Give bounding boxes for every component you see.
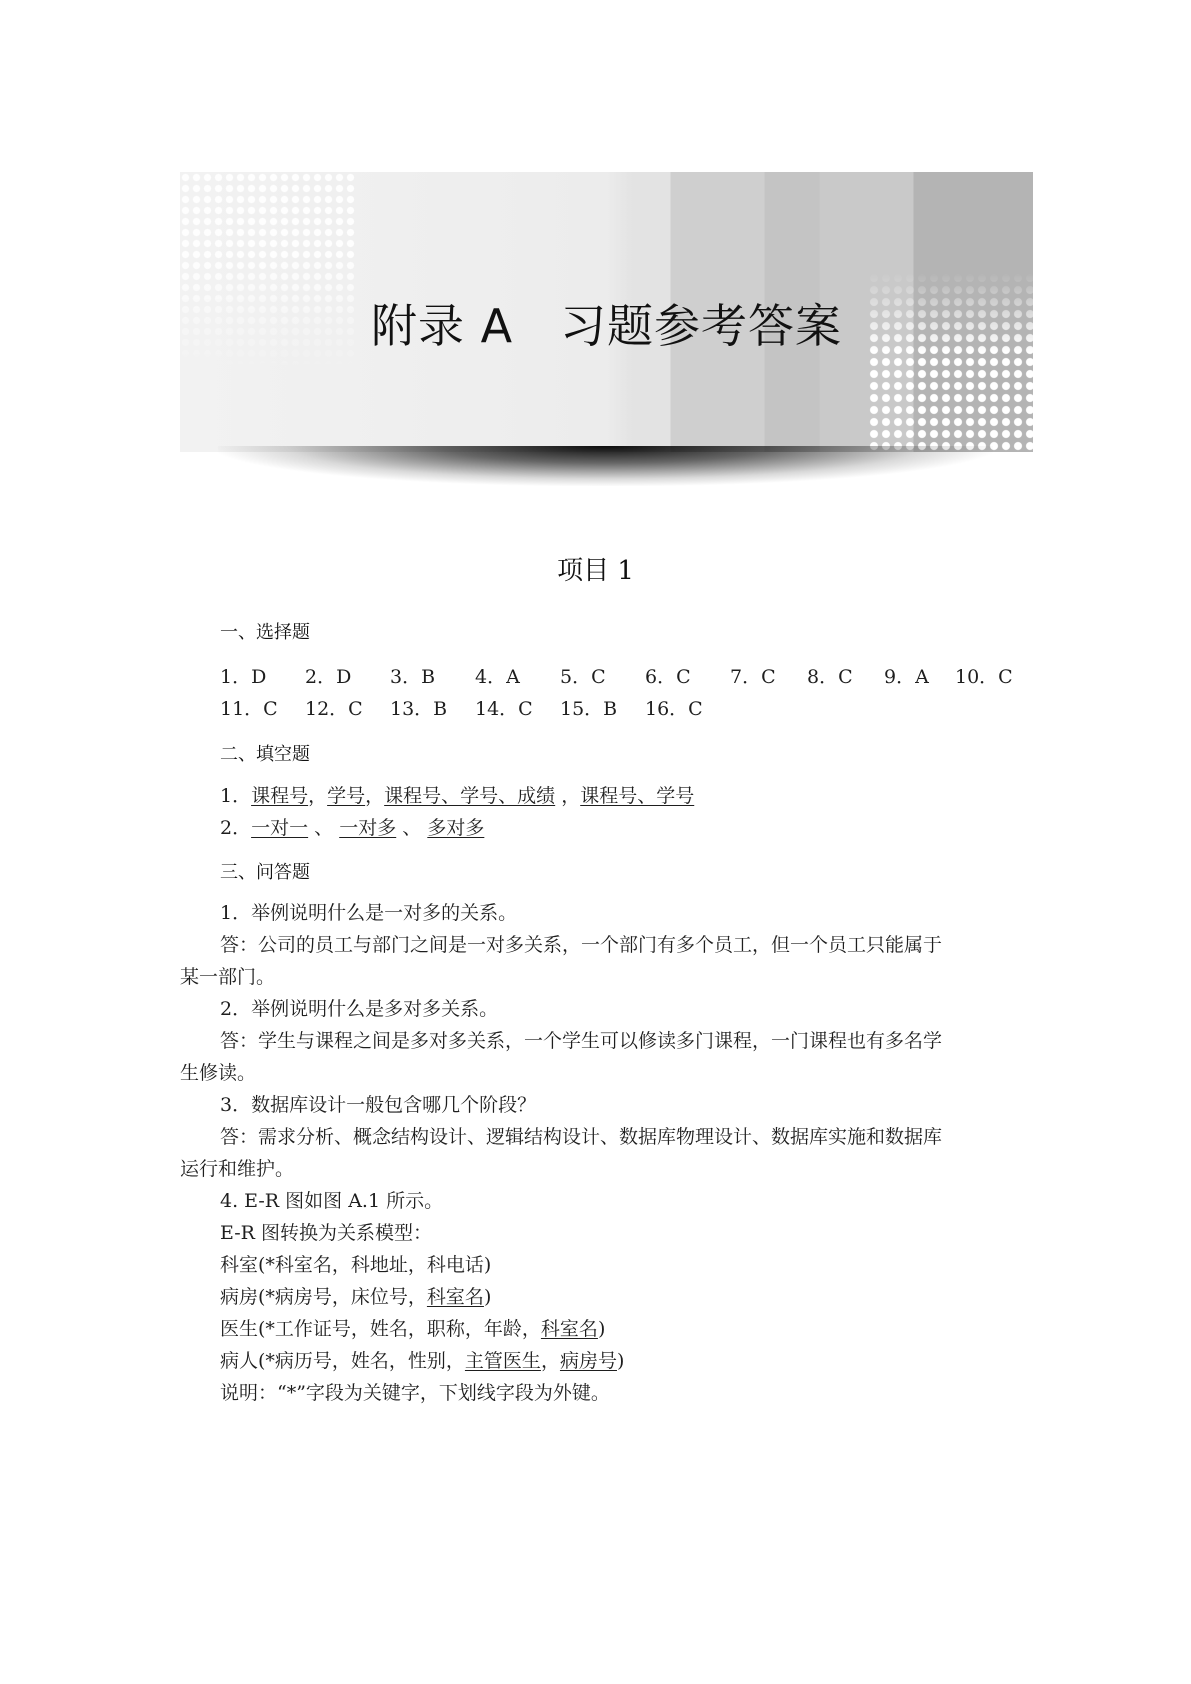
relation-department: 科室(*科室名，科地址，科电话) <box>220 1254 492 1276</box>
blank-answer: 一对多 <box>339 817 397 839</box>
answer-number: 2． <box>220 817 252 839</box>
relation-close: ) <box>597 1318 606 1340</box>
answer-2-line-1: 答：学生与课程之间是多对多关系，一个学生可以修读多门课程，一门课程也有多名学 <box>220 1030 943 1052</box>
relation-model-intro: E-R 图转换为关系模型： <box>220 1222 432 1244</box>
chapter-title: 附录 A 习题参考答案 <box>370 299 843 353</box>
choice-answer: 16．C <box>645 698 703 720</box>
relation-doctor <box>220 1313 605 1345</box>
answer-1-line-1: 答：公司的员工与部门之间是一对多关系，一个部门有多个员工，但一个员工只能属于 <box>220 934 943 956</box>
relation-note: 说明：“*”字段为关键字，下划线字段为外键。 <box>220 1382 610 1404</box>
answer-2-line-2: 生修读。 <box>180 1062 257 1084</box>
foreign-key: 病房号 <box>559 1350 617 1372</box>
separator: 、 <box>308 817 340 839</box>
choice-answer: 11．C <box>220 698 278 720</box>
answer-number: 1． <box>220 785 252 807</box>
separator: ， <box>555 785 581 807</box>
choice-answer: 7．C <box>730 666 776 688</box>
heading-multiple-choice: 一、选择题 <box>220 622 310 643</box>
choice-answer: 9．A <box>884 666 929 688</box>
choice-answer: 1．D <box>220 666 267 688</box>
blank-answer: 一对一 <box>251 817 309 839</box>
banner-shadow <box>218 446 993 486</box>
blank-answer: 课程号、学号 <box>580 785 695 807</box>
answer-1-line-2: 某一部门。 <box>180 966 276 988</box>
question-2: 2．举例说明什么是多对多关系。 <box>220 998 499 1020</box>
foreign-key: 主管医生 <box>464 1350 541 1372</box>
relation-fields: 病人(*病历号，姓名，性别， <box>220 1350 465 1372</box>
choice-answer: 15．B <box>560 698 618 720</box>
question-4: 4. E-R 图如图 A.1 所示。 <box>220 1190 444 1212</box>
answer-3-line-2: 运行和维护。 <box>180 1158 295 1180</box>
choice-answer: 10．C <box>955 666 1013 688</box>
choice-answer: 3．B <box>390 666 436 688</box>
choice-answer: 13．B <box>390 698 448 720</box>
blank-answer: 学号 <box>327 785 366 807</box>
chapter-banner <box>180 172 1033 452</box>
choice-answer: 4．A <box>475 666 520 688</box>
choice-answer: 14．C <box>475 698 533 720</box>
foreign-key: 科室名 <box>426 1286 484 1308</box>
question-3: 3．数据库设计一般包含哪几个阶段？ <box>220 1094 537 1116</box>
blank-answer: 课程号、学号、成绩 <box>384 785 556 807</box>
blank-answer: 课程号 <box>251 785 309 807</box>
blank-answer: 多对多 <box>427 817 485 839</box>
heading-fill-blank: 二、填空题 <box>220 744 310 765</box>
choice-answer: 8．C <box>807 666 853 688</box>
separator: ， <box>308 785 328 807</box>
question-1: 1．举例说明什么是一对多的关系。 <box>220 902 518 924</box>
choice-answer: 5．C <box>560 666 606 688</box>
fill-answer-2 <box>220 812 484 844</box>
separator: ， <box>365 785 385 807</box>
heading-questions: 三、问答题 <box>220 862 310 883</box>
relation-close: ) <box>483 1286 492 1308</box>
relation-close: ) <box>616 1350 625 1372</box>
section-title: 项目 1 <box>557 556 634 586</box>
separator: 、 <box>396 817 428 839</box>
relation-ward <box>220 1281 491 1313</box>
answer-3-line-1: 答：需求分析、概念结构设计、逻辑结构设计、数据库物理设计、数据库实施和数据库 <box>220 1126 943 1148</box>
relation-fields: 病房(*病房号，床位号， <box>220 1286 427 1308</box>
foreign-key: 科室名 <box>540 1318 598 1340</box>
choice-answer: 12．C <box>305 698 363 720</box>
choice-answer: 6．C <box>645 666 691 688</box>
relation-fields: 医生(*工作证号，姓名，职称，年龄， <box>220 1318 541 1340</box>
fill-answer-1 <box>220 780 694 812</box>
choice-answer: 2．D <box>305 666 352 688</box>
separator: ， <box>540 1350 560 1372</box>
relation-patient <box>220 1345 624 1377</box>
